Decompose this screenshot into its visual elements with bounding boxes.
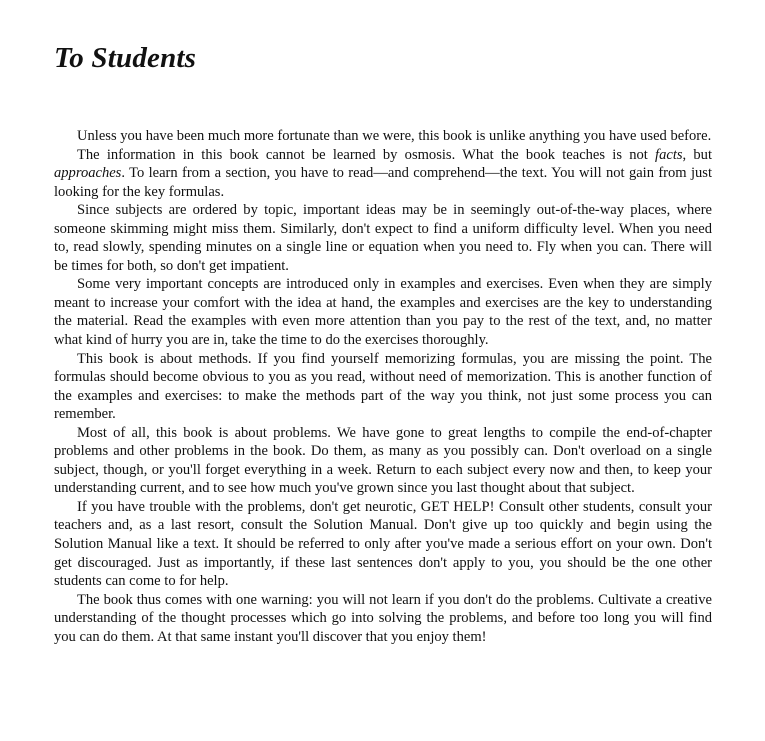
- paragraph-2-text-cont: , but: [682, 146, 712, 163]
- paragraph-5-text: This book is about methods. If you find yourself memorizing formulas, you are missing the point. The formulas should become obvious to you as you read, without need of memorization. This is another function of the examples and exercises: to make the methods part of the way you think, not just some process you can remember.: [54, 350, 712, 423]
- paragraph-3: [54, 201, 712, 275]
- paragraph-5: [54, 350, 712, 424]
- paragraph-4: [54, 275, 712, 349]
- paragraph-1-text: Unless you have been much more fortunate than we were, this book is unlike anything you have used before.: [77, 128, 712, 144]
- paragraph-2-text: The information in this book cannot be learned by osmosis. What the book teaches is not: [77, 146, 656, 163]
- paragraph-1: [54, 127, 712, 146]
- paragraph-7: [54, 498, 712, 591]
- paragraph-7-text: If you have trouble with the problems, don't get neurotic, GET HELP! Consult other students, consult your teachers and, as a last resort, consult the Solution Manual. Don't give up too quickly and begin using the Solution Manual like a text. It should be referred to only after you've made a serious effort on your own. Don't get discouraged. Just as importantly, if these last sentences don't apply to you, you should be the one other students can come to for help.: [54, 498, 712, 590]
- paragraph-6: [54, 424, 712, 498]
- paragraph-2: [54, 146, 712, 202]
- paragraph-8: [54, 591, 712, 647]
- body-text: [54, 127, 712, 646]
- emphasis-approaches: approaches: [54, 165, 122, 182]
- emphasis-facts: facts: [655, 146, 683, 163]
- paragraph-4-text: Some very important concepts are introduced only in examples and exercises. Even when they are simply meant to increase your comfort with the idea at hand, the examples and exercises are the key to understanding the material. Read the examples with even more attention than you pay to the rest of the text, and, no matter what kind of hurry you are in, take the time to do the exercises thoroughly.: [54, 276, 712, 349]
- paragraph-3-text: Since subjects are ordered by topic, important ideas may be in seemingly out-of-the-way places, where someone skimming might miss them. Similarly, don't expect to find a uniform difficulty level. When you need to, read slowly, spending minutes on a single line or equation when you need to. Fly when you can. There will be times for both, so don't get impatient.: [54, 202, 712, 274]
- paragraph-2-text-end: . To learn from a section, you have to read—and comprehend—the text. You will not gain from just looking for the key formulas.: [54, 165, 712, 200]
- paragraph-6-text: Most of all, this book is about problems. We have gone to great lengths to compile the end-of-chapter problems and other problems in the book. Do them, as many as you possibly can. Don't overload on a single subject, though, or you'll forget everything in a week. Return to each subject every now and then, to keep your understanding current, and to see how much you've grown since you last thought about that subject.: [54, 424, 712, 497]
- page-title: To Students: [54, 42, 197, 74]
- paragraph-8-text: The book thus comes with one warning: you will not learn if you don't do the problems. Cultivate a creative understanding of the thought processes which go into solving the problems, and before too long you will find you can do them. At that same instant you'll discover that you enjoy them!: [54, 591, 712, 645]
